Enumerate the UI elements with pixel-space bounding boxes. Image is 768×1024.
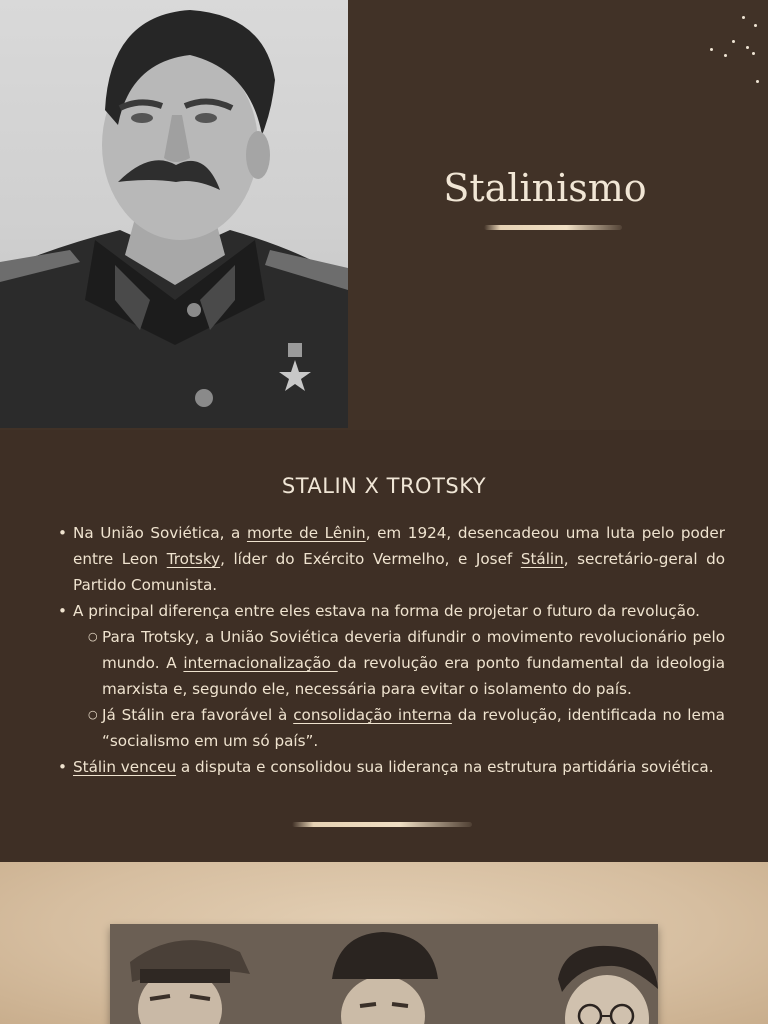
page-title: Stalinismo [443, 166, 647, 210]
bullet-item-2: • A principal diferença entre eles estava na forma de projetar o futuro da revolução. [58, 598, 725, 624]
text: , líder do Exército Vermelho, e Josef [220, 550, 521, 568]
historical-group-photo [110, 924, 658, 1024]
slide-stalin-x-trotsky [0, 430, 768, 862]
slide-title [0, 0, 768, 430]
title-brush-divider [484, 225, 622, 230]
link-trotsky[interactable]: Trotsky [166, 550, 221, 568]
text: , secretário-geral do Partido Comunista. [73, 550, 726, 594]
bullet-item-1 [58, 520, 725, 598]
slide-group-photo [0, 862, 768, 1024]
link-morte-de-lenin[interactable]: morte de Lênin [246, 524, 366, 542]
bullet-item-3 [58, 754, 725, 780]
text: da revolução, identificada no lema “socialismo em um só país”. [102, 706, 725, 750]
sub-bullet-item-1 [58, 624, 725, 702]
text: , em 1924, desencadeou uma luta pelo poder entre Leon [73, 524, 725, 568]
link-internacionalizacao[interactable]: internacionalização [183, 654, 338, 672]
text: Na União Soviética, a [73, 524, 247, 542]
text: Para Trotsky, a União Soviética deveria difundir o movimento revolucionário pelo mundo. A [102, 628, 725, 672]
bullet-list [58, 520, 725, 780]
text: Já Stálin era favorável à [102, 706, 294, 724]
link-consolidacao-interna[interactable]: consolidação interna [293, 706, 452, 724]
sub-bullet-item-2 [58, 702, 725, 754]
section-heading: STALIN X TROTSKY [281, 474, 487, 498]
text: da revolução era ponto fundamental da ideologia marxista e, segundo ele, necessária para evitar o isolamento do país. [102, 654, 726, 698]
link-stalin-venceu[interactable]: Stálin venceu [73, 758, 177, 776]
link-stalin[interactable]: Stálin [520, 550, 564, 568]
section-brush-divider [292, 822, 472, 827]
stalin-portrait-photo [0, 0, 348, 428]
text: a disputa e consolidou sua liderança na estrutura partidária soviética. [176, 758, 714, 776]
decorative-dots [702, 4, 762, 84]
